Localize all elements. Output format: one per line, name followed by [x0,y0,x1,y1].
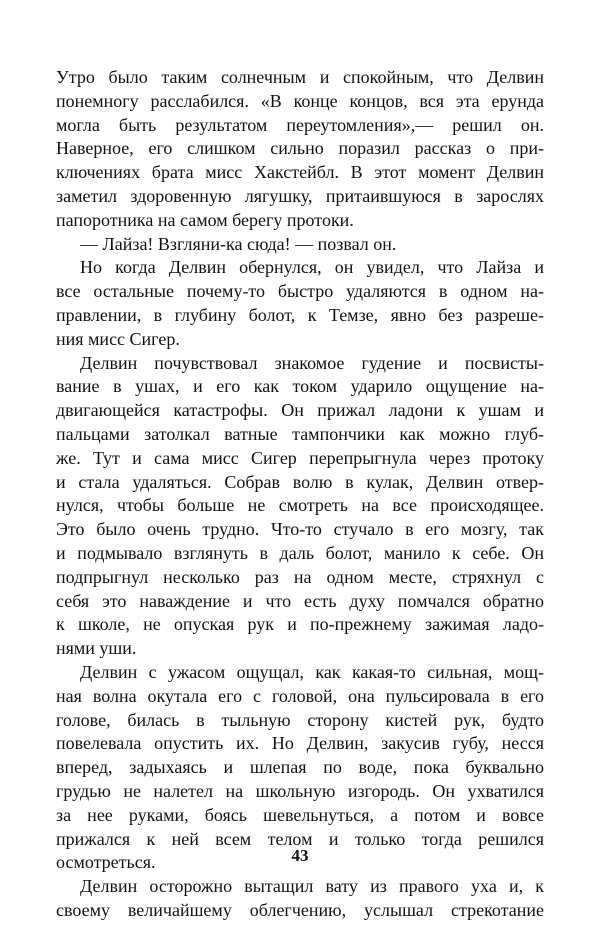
text-line: грудью не налетел на школьную изгородь. Он ухватился [56,780,544,801]
text-line: повелевала опустить их. Но Делвин, закусив губу, несся [56,733,544,754]
paragraph [56,256,544,351]
text-line: Но когда Делвин обернулся, он увидел, что Лайза и [80,257,544,278]
page-number: 43 [291,846,309,865]
paragraph [56,352,544,661]
text-line: нулся, чтобы больше не смотреть на все происходящее. [56,495,544,516]
text-line: могла быть результатом переутомления»,— решил он. [56,114,544,135]
text-line: правлении, в глубину болот, к Темзе, явно без разреше- [56,304,544,325]
text-line: своему величайшему облегчению, услышал стрекотание [56,899,544,920]
text-line: заметил здоровенную лягушку, притаившуюся в зарослях [56,185,544,206]
text-line: все остальные почему-то быстро удаляются в одном на- [56,281,544,302]
text-line: вперед, задыхаясь и шлепая по воде, пока буквально [56,757,544,778]
text-line: подпрыгнул несколько раз на одном месте, стряхнул с [56,566,544,587]
paragraph [56,875,544,923]
text-line: пальцами затолкал ватные тампончики как можно глуб- [56,423,544,444]
text-line: двигающейся катастрофы. Он прижал ладони к ушам и [56,400,544,421]
text-line: же. Тут и сама мисс Сигер перепрыгнула через протоку [56,447,544,468]
text-line: Делвин с ужасом ощущал, как какая-то сильная, мощ- [80,661,544,682]
text-line: ключениях брата мисс Хакстейбл. В этот момент Делвин [56,162,544,183]
text-line: вание в ушах, и его как током ударило ощущение на- [56,376,544,397]
text-line: ная волна окутала его с головой, она пульсировала в его [56,685,544,706]
text-line: к школе, не опуская рук и по-прежнему зажимая ладо- [56,614,544,635]
text-line: осмотреться. [56,852,156,873]
text-line: Утро было таким солнечным и спокойным, что Делвин [56,67,544,87]
text-line: Делвин почувствовал знакомое гудение и посвисты- [80,352,544,373]
text-line: папоротника на самом берегу протоки. [56,209,354,230]
paragraph [56,66,544,233]
text-line: ния мисс Сигер. [56,328,180,349]
text-line: и подмывало взглянуть в даль болот, манило к себе. Он [56,542,544,563]
text-line: Делвин осторожно вытащил вату из правого уха и, к [80,876,544,897]
text-line: понемногу расслабился. «В конце концов, вся эта ерунда [56,90,544,111]
paragraph [56,661,544,875]
text-line: — Лайза! Взгляни-ка сюда! — позвал он. [80,233,397,254]
text-line: нями уши. [56,638,137,659]
paragraph [56,233,544,257]
text-line: и стала удаляться. Собрав волю в кулак, Делвин отвер- [56,471,544,492]
text-line: за нее руками, боясь шевельнуться, а потом и вовсе [56,804,544,825]
text-line: Это было очень трудно. Что-то стучало в его мозгу, так [56,519,544,540]
text-line: прижался к ней всем телом и только тогда решился [56,828,544,849]
text-line: голове, билась в тыльную сторону кистей рук, будто [56,709,544,730]
text-line: себя это наваждение и что есть духу помчался обратно [56,590,544,611]
page-body [56,66,544,923]
text-line: Наверное, его слишком сильно поразил рассказ о при- [56,138,544,159]
